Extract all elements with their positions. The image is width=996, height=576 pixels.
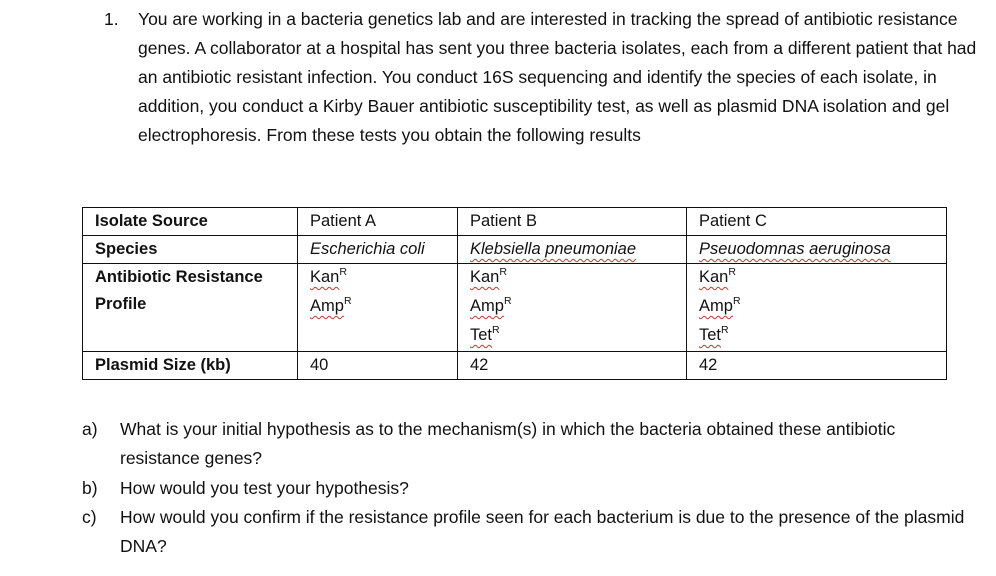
cell-source-c: Patient C bbox=[687, 208, 947, 236]
gene-superscript: R bbox=[721, 324, 729, 336]
subquestion-text: How would you test your hypothesis? bbox=[120, 478, 409, 498]
subquestion-c bbox=[82, 503, 977, 561]
gene-name: Amp bbox=[470, 297, 504, 315]
gene-superscript: R bbox=[499, 266, 507, 278]
subquestion-b bbox=[82, 474, 977, 503]
row-label-plasmid-size: Plasmid Size (kb) bbox=[83, 352, 298, 380]
gene-item bbox=[470, 322, 674, 351]
question-number: 1. bbox=[104, 9, 119, 29]
results-table bbox=[82, 207, 947, 380]
resistance-label-line1: Antibiotic Resistance bbox=[95, 268, 263, 286]
gene-item bbox=[699, 264, 934, 293]
table-row bbox=[83, 352, 947, 380]
cell-plasmid-a: 40 bbox=[298, 352, 458, 380]
table-row bbox=[83, 264, 947, 352]
gene-item bbox=[470, 293, 674, 322]
gene-superscript: R bbox=[503, 295, 512, 307]
cell-resistance-b bbox=[458, 264, 687, 352]
gene-name: Tet bbox=[470, 326, 493, 344]
row-label-species: Species bbox=[83, 236, 298, 264]
subquestion-letter: b) bbox=[82, 478, 98, 498]
gene-name: Kan bbox=[310, 268, 340, 286]
gene-item bbox=[310, 293, 445, 322]
gene-item bbox=[310, 264, 445, 293]
gene-superscript: R bbox=[343, 295, 352, 307]
gene-name: Kan bbox=[699, 268, 729, 286]
gene-item bbox=[699, 322, 934, 351]
cell-species-a: Escherichia coli bbox=[298, 236, 458, 264]
row-label-isolate-source: Isolate Source bbox=[83, 208, 298, 236]
gene-superscript: R bbox=[732, 295, 741, 307]
subquestion-letter: c) bbox=[82, 507, 97, 527]
cell-species-b bbox=[458, 236, 687, 264]
species-name-c: Pseuodomnas aeruginosa bbox=[699, 240, 891, 258]
gene-name: Amp bbox=[699, 297, 733, 315]
gene-superscript: R bbox=[728, 266, 736, 278]
cell-plasmid-c: 42 bbox=[687, 352, 947, 380]
gene-name: Amp bbox=[310, 297, 344, 315]
cell-source-b: Patient B bbox=[458, 208, 687, 236]
gene-item bbox=[470, 264, 674, 293]
subquestion-text: What is your initial hypothesis as to the mechanism(s) in which the bacteria obtained these antibiotic resistance genes? bbox=[120, 419, 896, 468]
table-row bbox=[83, 208, 947, 236]
table-row bbox=[83, 236, 947, 264]
cell-resistance-a bbox=[298, 264, 458, 352]
species-name-b: Klebsiella pneumoniae bbox=[470, 240, 637, 258]
cell-species-c bbox=[687, 236, 947, 264]
resistance-label-line2: Profile bbox=[95, 295, 147, 313]
cell-source-a: Patient A bbox=[298, 208, 458, 236]
gene-name: Tet bbox=[699, 326, 722, 344]
question-intro: You are working in a bacteria genetics lab and are interested in tracking the spread of antibiotic resistance genes. A collaborator at a hospital has sent you three bacteria isolates, each from a different patient that had an antibiotic resistant infection. You conduct 16S sequencing and identify the species of each isolate, in addition, you conduct a Kirby Bauer antibiotic susceptibility test, as well as plasmid DNA isolation and gel electrophoresis. From these tests you obtain the following results bbox=[138, 9, 977, 145]
subquestion-text: How would you confirm if the resistance profile seen for each bacterium is due to the presence of the plasmid DNA? bbox=[120, 507, 965, 556]
cell-plasmid-b: 42 bbox=[458, 352, 687, 380]
cell-resistance-c bbox=[687, 264, 947, 352]
gene-name: Kan bbox=[470, 268, 500, 286]
gene-superscript: R bbox=[339, 266, 347, 278]
row-label-resistance bbox=[83, 264, 298, 352]
subquestion-letter: a) bbox=[82, 419, 98, 439]
subquestion-a bbox=[82, 415, 977, 473]
gene-item bbox=[699, 293, 934, 322]
gene-superscript: R bbox=[492, 324, 500, 336]
